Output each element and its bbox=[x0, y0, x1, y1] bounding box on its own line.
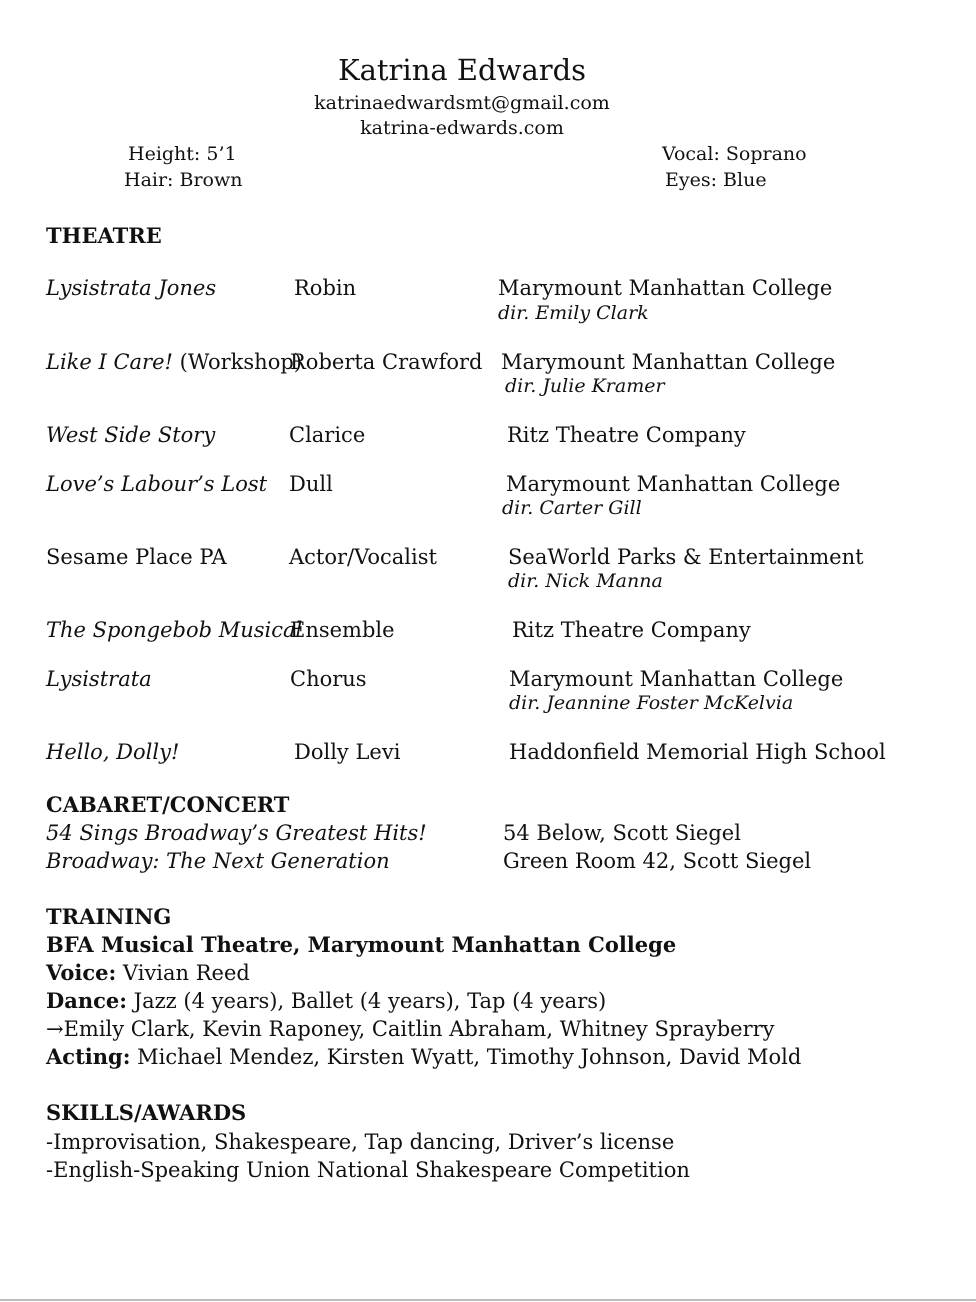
credit-role: Chorus bbox=[290, 667, 367, 691]
credit-venue: Marymount Manhattan College bbox=[509, 667, 844, 691]
training-dance bbox=[46, 987, 606, 1015]
cabaret-title: 54 Sings Broadway’s Greatest Hits! bbox=[46, 821, 427, 845]
credit-role: Ensemble bbox=[290, 618, 395, 642]
credit-venue: Ritz Theatre Company bbox=[507, 423, 746, 447]
credit-director: dir. Carter Gill bbox=[502, 497, 642, 519]
credit-role: Dull bbox=[289, 472, 333, 496]
credit-role: Clarice bbox=[289, 423, 366, 447]
cabaret-heading: CABARET/CONCERT bbox=[46, 792, 290, 817]
email-link[interactable]: katrinaedwardsmt@gmail.com bbox=[314, 92, 610, 114]
credit-title: West Side Story bbox=[46, 423, 216, 447]
training-voice-label: Voice: bbox=[46, 960, 117, 985]
credit-title-line bbox=[46, 349, 302, 375]
credit-title: Lysistrata bbox=[46, 667, 152, 691]
hair-stat: Hair: Brown bbox=[124, 169, 243, 191]
website-link[interactable]: katrina-edwards.com bbox=[360, 117, 564, 139]
credit-title-suffix: (Workshop) bbox=[172, 350, 302, 374]
credit-director: dir. Nick Manna bbox=[508, 570, 663, 592]
theatre-heading: THEATRE bbox=[46, 223, 162, 248]
credit-venue: SeaWorld Parks & Entertainment bbox=[508, 545, 864, 569]
credit-title: Sesame Place PA bbox=[46, 545, 227, 569]
credit-venue: Marymount Manhattan College bbox=[498, 276, 833, 300]
credit-title: Like I Care! bbox=[46, 350, 173, 374]
credit-director: dir. Emily Clark bbox=[498, 302, 649, 324]
cabaret-title: Broadway: The Next Generation bbox=[46, 849, 390, 873]
height-stat: Height: 5’1 bbox=[128, 143, 237, 165]
cabaret-venue: 54 Below, Scott Siegel bbox=[503, 821, 741, 845]
credit-title: Love’s Labour’s Lost bbox=[46, 472, 268, 496]
credit-venue: Haddonfield Memorial High School bbox=[509, 740, 886, 764]
training-dance-value: Jazz (4 years), Ballet (4 years), Tap (4 years) bbox=[127, 989, 607, 1013]
training-dance-label: Dance: bbox=[46, 988, 127, 1013]
cabaret-venue: Green Room 42, Scott Siegel bbox=[503, 849, 812, 873]
credit-venue: Ritz Theatre Company bbox=[512, 618, 751, 642]
credit-title: Hello, Dolly! bbox=[46, 740, 180, 764]
credit-role: Robin bbox=[294, 276, 357, 300]
skills-heading: SKILLS/AWARDS bbox=[46, 1100, 247, 1125]
skills-item: -English-Speaking Union National Shakespeare Competition bbox=[46, 1158, 690, 1182]
credit-venue: Marymount Manhattan College bbox=[506, 472, 841, 496]
page-bottom-edge bbox=[0, 1299, 976, 1301]
training-acting-label: Acting: bbox=[46, 1044, 131, 1069]
vocal-stat: Vocal: Soprano bbox=[662, 143, 807, 165]
eyes-stat: Eyes: Blue bbox=[665, 169, 767, 191]
training-degree: BFA Musical Theatre, Marymount Manhattan College bbox=[46, 932, 677, 957]
credit-title: Lysistrata Jones bbox=[46, 276, 217, 300]
credit-title: The Spongebob Musical bbox=[46, 618, 303, 642]
training-acting-value: Michael Mendez, Kirsten Wyatt, Timothy Johnson, David Mold bbox=[130, 1045, 802, 1069]
training-dance-teachers: →Emily Clark, Kevin Raponey, Caitlin Abraham, Whitney Sprayberry bbox=[46, 1017, 775, 1041]
training-voice bbox=[46, 959, 250, 987]
credit-director: dir. Julie Kramer bbox=[505, 375, 665, 397]
credit-venue: Marymount Manhattan College bbox=[501, 350, 836, 374]
credit-role: Roberta Crawford bbox=[290, 350, 483, 374]
credit-role: Actor/Vocalist bbox=[289, 545, 437, 569]
training-acting bbox=[46, 1043, 801, 1071]
resume-name: Katrina Edwards bbox=[337, 53, 587, 87]
credit-role: Dolly Levi bbox=[294, 740, 401, 764]
credit-director: dir. Jeannine Foster McKelvia bbox=[509, 692, 794, 714]
training-heading: TRAINING bbox=[46, 904, 172, 929]
skills-item: -Improvisation, Shakespeare, Tap dancing, Driver’s license bbox=[46, 1130, 675, 1154]
training-voice-value: Vivian Reed bbox=[116, 961, 250, 985]
